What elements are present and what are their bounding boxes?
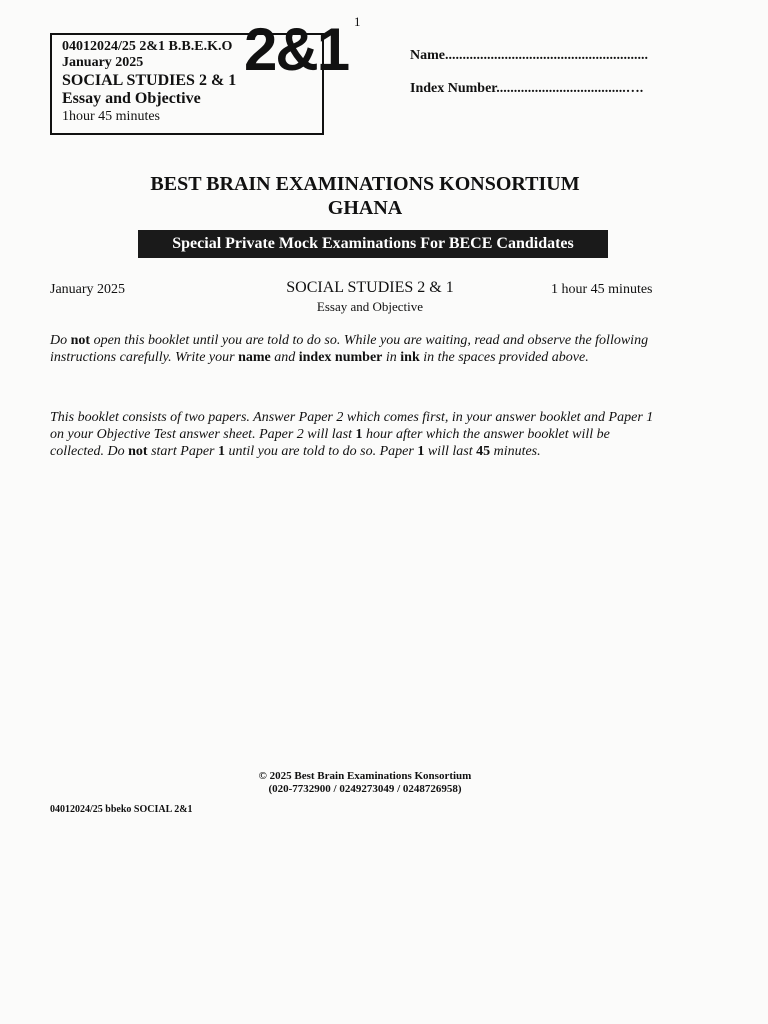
exam-code: 04012024/25 2&1 B.B.E.K.O xyxy=(62,39,233,54)
header-subject-sub: Essay and Objective xyxy=(316,299,424,314)
index-number-field: Index Number.....................................…. xyxy=(410,81,644,96)
copyright-line: © 2025 Best Brain Examinations Konsortium xyxy=(258,770,472,782)
page-number: 1 xyxy=(354,14,361,29)
footer-code: 04012024/25 bbeko SOCIAL 2&1 xyxy=(50,804,193,815)
name-field: Name.......................................................... xyxy=(410,48,648,63)
exam-subject: SOCIAL STUDIES 2 & 1 xyxy=(62,72,237,89)
organization-title xyxy=(0,172,730,220)
paper-code-large: 2&1 xyxy=(244,16,349,83)
copyright-notice xyxy=(0,770,730,796)
instruction-paragraph-1: Do not open this booklet until you are told to do so. While you are waiting, read and observe the following instructions carefully. Write your name and index number in ink in the spaces provided above. xyxy=(50,333,649,365)
exam-date: January 2025 xyxy=(62,55,144,70)
header-duration: 1 hour 45 minutes xyxy=(551,282,653,297)
organization-country: GHANA xyxy=(327,197,403,219)
instruction-paragraph-2: This booklet consists of two papers. Answer Paper 2 which comes first, in your answer booklet and Paper 1 on your Objective Test answer sheet. Paper 2 will last 1 hour after which the answer booklet will be collected. Do not start Paper 1 until you are told to do so. Paper 1 will last 45 minutes. xyxy=(50,410,654,459)
exam-duration: 1hour 45 minutes xyxy=(62,109,160,124)
contact-numbers: (020-7732900 / 0249273049 / 0248726958) xyxy=(268,783,462,795)
header-date: January 2025 xyxy=(50,282,126,297)
exam-paper-type: Essay and Objective xyxy=(62,90,201,107)
organization-name: BEST BRAIN EXAMINATIONS KONSORTIUM xyxy=(150,173,580,195)
exam-banner: Special Private Mock Examinations For BECE Candidates xyxy=(138,230,608,258)
header-subject: SOCIAL STUDIES 2 & 1 xyxy=(286,279,454,296)
